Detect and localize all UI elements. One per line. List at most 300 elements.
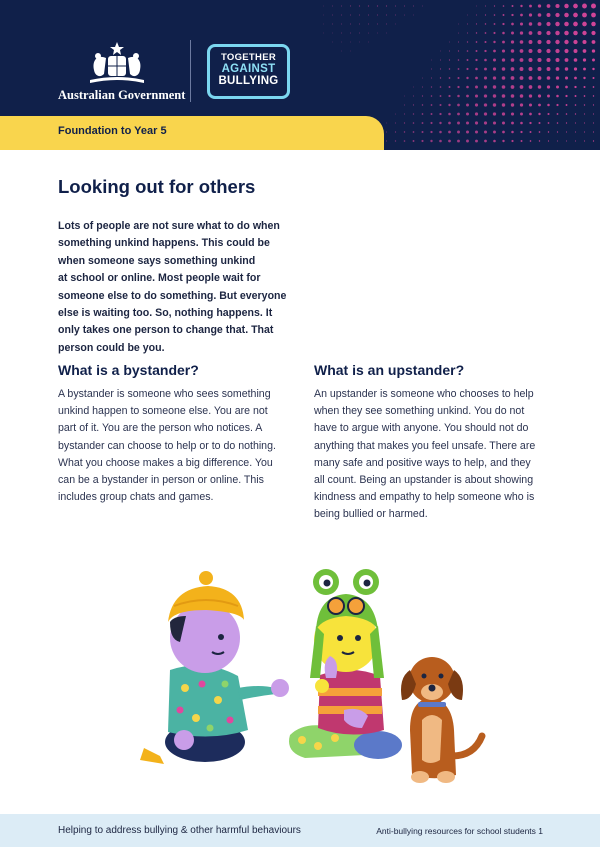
pattern-dot <box>502 49 505 52</box>
pattern-dot <box>395 140 396 141</box>
pattern-dot <box>368 5 369 6</box>
brown-puppy-icon <box>401 657 482 783</box>
pattern-dot <box>529 13 532 16</box>
pattern-dot <box>556 76 559 79</box>
upstander-line: being bullied or harmed. <box>314 508 428 521</box>
pattern-dot <box>386 140 387 141</box>
pattern-dot <box>493 50 496 53</box>
pattern-dot <box>422 113 424 115</box>
pattern-dot <box>555 31 559 35</box>
pattern-dot <box>503 14 505 16</box>
pattern-dot <box>458 33 459 34</box>
pattern-dot <box>332 6 333 7</box>
pattern-dot <box>574 49 578 53</box>
pattern-dot <box>493 85 496 88</box>
pattern-dot <box>467 32 468 33</box>
upstander-line: all count. Being an upstander is about showing <box>314 474 534 487</box>
pattern-dot <box>439 131 442 134</box>
logo-line-against: AGAINST <box>221 62 276 75</box>
pattern-dot <box>583 68 586 71</box>
pattern-dot <box>395 131 396 132</box>
pattern-dot <box>386 33 387 34</box>
pattern-dot <box>493 121 496 124</box>
pattern-dot <box>475 68 478 71</box>
pattern-dot <box>593 131 594 132</box>
pattern-dot <box>502 41 505 44</box>
pattern-dot <box>341 51 342 52</box>
pattern-dot <box>520 14 523 17</box>
pattern-dot <box>575 122 576 123</box>
pattern-dot <box>359 33 360 34</box>
pattern-dot <box>484 103 487 106</box>
upstander-line: when they see something unkind. You do not <box>314 405 525 418</box>
pattern-dot <box>467 41 468 42</box>
pattern-dot <box>475 121 478 124</box>
pattern-dot <box>555 49 559 53</box>
pattern-dot <box>431 69 432 70</box>
pattern-dot <box>431 60 432 61</box>
pattern-dot <box>457 140 460 143</box>
pattern-dot <box>529 122 531 124</box>
pattern-dot <box>430 140 432 142</box>
pattern-dot <box>467 50 469 52</box>
pattern-dot <box>466 77 468 79</box>
child-in-frog-hat-icon <box>289 569 402 759</box>
pattern-dot <box>493 140 496 143</box>
pattern-dot <box>583 58 586 61</box>
pattern-dot <box>350 14 351 15</box>
pattern-dot <box>439 122 441 124</box>
pattern-dot <box>323 15 324 16</box>
pattern-dot <box>528 58 532 62</box>
pattern-dot <box>529 85 533 89</box>
pattern-dot <box>555 58 559 62</box>
pattern-dot <box>530 131 532 133</box>
pattern-dot <box>520 40 524 44</box>
pattern-dot <box>475 59 477 61</box>
pattern-dot <box>556 95 559 98</box>
pattern-dot <box>457 122 460 125</box>
pattern-dot <box>386 24 387 25</box>
together-against-bullying-logo <box>207 44 290 99</box>
pattern-dot <box>458 59 460 61</box>
pattern-dot <box>475 140 478 143</box>
pattern-dot <box>511 49 514 52</box>
pattern-dot <box>565 67 568 70</box>
pattern-dot <box>493 41 495 43</box>
pattern-dot <box>332 24 333 25</box>
pattern-dot <box>449 77 451 79</box>
pattern-dot <box>493 103 496 106</box>
pattern-dot <box>566 104 568 106</box>
pattern-dot <box>413 104 414 105</box>
pattern-dot <box>591 13 596 18</box>
pattern-dot <box>564 40 568 44</box>
pattern-dot <box>538 22 542 26</box>
pattern-dot <box>520 113 523 116</box>
pattern-dot <box>546 49 550 53</box>
pattern-dot <box>537 49 541 53</box>
pattern-dot <box>350 5 351 6</box>
pattern-dot <box>564 31 569 36</box>
pattern-dot <box>484 76 487 79</box>
pattern-dot <box>511 23 514 26</box>
pattern-dot <box>529 22 532 25</box>
pattern-dot <box>466 121 469 124</box>
pattern-dot <box>386 132 387 133</box>
pattern-dot <box>583 49 587 53</box>
pattern-dot <box>511 32 514 35</box>
pattern-dot <box>404 96 405 97</box>
pattern-dot <box>520 58 524 62</box>
pattern-dot <box>575 95 577 97</box>
pattern-dot <box>584 104 585 105</box>
pattern-dot <box>493 94 496 97</box>
pattern-dot <box>529 31 533 35</box>
pattern-dot <box>386 5 387 6</box>
pattern-dot <box>555 40 559 44</box>
pattern-dot <box>458 24 459 25</box>
pattern-dot <box>440 86 442 88</box>
pattern-dot <box>566 122 567 123</box>
bystander-heading: What is a bystander? <box>58 362 199 378</box>
pattern-dot <box>546 58 550 62</box>
bystander-line: can be a bystander in person or online. This <box>58 474 264 487</box>
pattern-dot <box>511 122 514 125</box>
pattern-dot <box>502 122 505 125</box>
pattern-dot <box>511 76 515 80</box>
intro-line: Lots of people are not sure what to do when <box>58 220 280 232</box>
pattern-dot <box>422 104 423 105</box>
pattern-dot <box>377 33 378 34</box>
pattern-dot <box>413 87 414 88</box>
pattern-dot <box>573 13 578 18</box>
pattern-dot <box>529 49 533 53</box>
pattern-dot <box>466 95 469 98</box>
pattern-dot <box>413 96 414 97</box>
intro-line: someone else to do something. But everyone <box>58 289 287 302</box>
pattern-dot <box>457 86 459 88</box>
pattern-dot <box>502 131 505 134</box>
pattern-dot <box>511 112 514 115</box>
pattern-dot <box>573 31 578 36</box>
pattern-dot <box>566 113 568 115</box>
pattern-dot <box>422 95 423 96</box>
pattern-dot <box>547 113 549 115</box>
pattern-dot <box>484 68 487 71</box>
logo-line-together: TOGETHER <box>220 52 276 63</box>
pattern-dot <box>548 131 549 132</box>
pattern-dot <box>502 103 505 106</box>
pattern-dot <box>502 140 504 142</box>
pattern-dot <box>537 31 541 35</box>
pattern-dot <box>521 140 523 142</box>
pattern-dot <box>520 67 524 71</box>
pattern-dot <box>341 24 342 25</box>
pattern-dot <box>485 14 486 15</box>
pattern-dot <box>421 131 423 133</box>
pattern-dot <box>466 68 468 70</box>
pattern-dot <box>476 41 478 43</box>
pattern-dot <box>368 42 369 43</box>
pattern-dot <box>440 51 441 52</box>
pattern-dot <box>593 104 594 105</box>
pattern-dot <box>475 77 478 80</box>
pattern-dot <box>582 40 586 44</box>
pattern-dot <box>440 77 441 78</box>
pattern-dot <box>584 86 586 88</box>
pattern-dot <box>341 5 342 6</box>
pattern-dot <box>493 67 496 70</box>
pattern-dot <box>584 123 585 124</box>
pattern-dot <box>484 131 487 134</box>
pattern-dot <box>341 33 342 34</box>
pattern-dot <box>583 77 585 79</box>
pattern-dot <box>323 6 324 7</box>
pattern-dot <box>484 50 486 52</box>
pattern-dot <box>546 40 550 44</box>
pattern-dot <box>537 40 541 44</box>
pattern-dot <box>565 86 568 89</box>
pattern-dot <box>494 14 496 16</box>
pattern-dot <box>502 112 505 115</box>
pattern-dot <box>368 33 369 34</box>
pattern-dot <box>493 59 496 62</box>
pattern-dot <box>404 5 405 6</box>
pattern-dot <box>466 140 469 143</box>
pattern-dot <box>511 94 515 98</box>
pattern-dot <box>520 131 522 133</box>
pattern-dot <box>466 112 469 115</box>
pattern-dot <box>404 122 405 123</box>
upstander-paragraph <box>314 386 554 524</box>
pattern-dot <box>448 122 451 125</box>
pattern-dot <box>593 113 594 114</box>
pattern-dot <box>448 104 450 106</box>
pattern-dot <box>439 140 442 143</box>
pattern-dot <box>448 95 450 97</box>
pattern-dot <box>466 86 469 89</box>
pattern-dot <box>539 131 541 133</box>
pattern-dot <box>529 76 533 80</box>
pattern-dot <box>484 140 487 143</box>
pattern-dot <box>548 140 549 141</box>
pattern-dot <box>386 14 387 15</box>
pattern-dot <box>493 76 496 79</box>
pattern-dot <box>592 68 594 70</box>
pattern-dot <box>547 67 551 71</box>
pattern-dot <box>538 76 542 80</box>
pattern-dot <box>341 15 342 16</box>
pattern-dot <box>377 14 378 15</box>
pattern-dot <box>557 131 558 132</box>
pattern-dot <box>476 32 477 33</box>
pattern-dot <box>593 95 594 96</box>
pattern-dot <box>449 59 450 60</box>
pattern-dot <box>591 4 596 9</box>
pattern-dot <box>341 42 342 43</box>
intro-paragraph <box>58 218 294 357</box>
pattern-dot <box>520 85 524 89</box>
pattern-dot <box>476 15 477 16</box>
intro-line: when someone says something unkind <box>58 254 256 267</box>
pattern-dot <box>422 6 423 7</box>
pattern-dot <box>404 131 405 132</box>
intro-line: person could be you. <box>58 341 165 354</box>
pattern-dot <box>592 49 595 52</box>
pattern-dot <box>475 86 478 89</box>
pattern-dot <box>395 114 396 115</box>
pattern-dot <box>467 24 468 25</box>
pattern-dot <box>359 42 360 43</box>
pattern-dot <box>494 23 496 25</box>
pattern-dot <box>582 4 587 9</box>
pattern-dot <box>538 113 540 115</box>
pattern-dot <box>485 6 486 7</box>
logo-divider <box>190 40 191 102</box>
pattern-dot <box>395 5 396 6</box>
pattern-dot <box>449 42 450 43</box>
pattern-dot <box>475 130 478 133</box>
pattern-dot <box>564 4 568 8</box>
pattern-dot <box>564 49 568 53</box>
pattern-dot <box>547 4 551 8</box>
coat-of-arms-icon <box>86 40 148 86</box>
pattern-dot <box>422 78 423 79</box>
pattern-dot <box>566 141 567 142</box>
pattern-dot <box>546 22 550 26</box>
pattern-dot <box>404 140 406 142</box>
pattern-dot <box>591 31 595 35</box>
pattern-dot <box>377 5 378 6</box>
upstander-heading: What is an upstander? <box>314 362 465 378</box>
bystander-line: unkind happen to someone else. You are not <box>58 405 268 418</box>
upstander-line: have to argue with anyone. You should not do <box>314 422 529 435</box>
pattern-dot <box>359 23 360 24</box>
pattern-dot <box>564 22 569 27</box>
pattern-dot <box>476 6 477 7</box>
bystander-line: includes group chats and games. <box>58 491 214 504</box>
pattern-dot <box>502 23 504 25</box>
pattern-dot <box>538 94 541 97</box>
pattern-dot <box>421 140 423 142</box>
children-illustration <box>130 560 500 805</box>
pattern-dot <box>475 103 478 106</box>
pattern-dot <box>502 32 505 35</box>
pattern-dot <box>556 67 560 71</box>
pattern-dot <box>547 76 551 80</box>
pattern-dot <box>350 33 351 34</box>
pattern-dot <box>323 33 324 34</box>
pattern-dot <box>431 77 432 78</box>
pattern-dot <box>431 104 433 106</box>
pattern-dot <box>484 112 487 115</box>
child-in-yellow-beanie-icon <box>140 571 289 764</box>
pattern-dot <box>529 67 533 71</box>
pattern-dot <box>404 15 405 16</box>
pattern-dot <box>546 31 550 35</box>
page-title: Looking out for others <box>58 176 256 197</box>
pattern-dot <box>493 32 495 34</box>
pattern-dot <box>484 41 486 43</box>
pattern-dot <box>565 76 568 79</box>
pattern-dot <box>511 14 513 16</box>
pattern-dot <box>512 5 514 7</box>
government-name: Australian Government <box>58 88 186 102</box>
pattern-dot <box>573 4 578 9</box>
pattern-dot <box>430 122 432 124</box>
pattern-dot <box>404 105 405 106</box>
pattern-dot <box>440 60 441 61</box>
pattern-dot <box>574 58 578 62</box>
pattern-dot <box>377 24 378 25</box>
upstander-line: kindness and empathy to help someone who is <box>314 491 535 504</box>
bystander-line: A bystander is someone who sees something <box>58 388 271 400</box>
pattern-dot <box>511 103 514 106</box>
pattern-dot <box>332 15 333 16</box>
pattern-dot <box>466 131 469 134</box>
pattern-dot <box>593 140 594 141</box>
pattern-dot <box>520 103 523 106</box>
pattern-dot <box>503 5 505 7</box>
pattern-dot <box>457 77 459 79</box>
pattern-dot <box>584 95 586 97</box>
pattern-dot <box>582 13 587 18</box>
pattern-dot <box>593 123 594 124</box>
pattern-dot <box>475 112 478 115</box>
pattern-dot <box>485 32 487 34</box>
pattern-dot <box>566 131 567 132</box>
pattern-dot <box>538 4 541 7</box>
pattern-dot <box>467 59 469 61</box>
intro-line: only takes one person to change that. That <box>58 324 274 337</box>
pattern-dot <box>592 40 596 44</box>
pattern-dot <box>565 95 567 97</box>
pattern-dot <box>511 67 515 71</box>
pattern-dot <box>466 104 469 107</box>
pattern-dot <box>484 121 487 124</box>
pattern-dot <box>575 141 576 142</box>
pattern-dot <box>484 59 487 62</box>
pattern-dot <box>476 23 477 24</box>
pattern-dot <box>448 113 451 116</box>
pattern-dot <box>593 86 595 88</box>
pattern-dot <box>431 95 433 97</box>
pattern-dot <box>538 104 541 107</box>
pattern-dot <box>458 68 460 70</box>
pattern-dot <box>502 85 506 89</box>
pattern-dot <box>502 67 506 71</box>
pattern-dot <box>431 86 432 87</box>
pattern-dot <box>573 22 578 27</box>
pattern-dot <box>537 58 541 62</box>
pattern-dot <box>502 58 505 61</box>
pattern-dot <box>449 68 450 69</box>
pattern-dot <box>584 132 585 133</box>
pattern-dot <box>511 140 513 142</box>
pattern-dot <box>439 113 441 115</box>
pattern-dot <box>467 15 468 16</box>
pattern-dot <box>350 51 351 52</box>
pattern-dot <box>530 140 532 142</box>
pattern-dot <box>582 22 587 27</box>
pattern-dot <box>547 13 551 17</box>
pattern-dot <box>493 112 496 115</box>
pattern-dot <box>591 22 596 27</box>
pattern-dot <box>520 49 524 53</box>
upstander-line: An upstander is someone who chooses to help <box>314 388 534 400</box>
pattern-dot <box>529 103 532 106</box>
